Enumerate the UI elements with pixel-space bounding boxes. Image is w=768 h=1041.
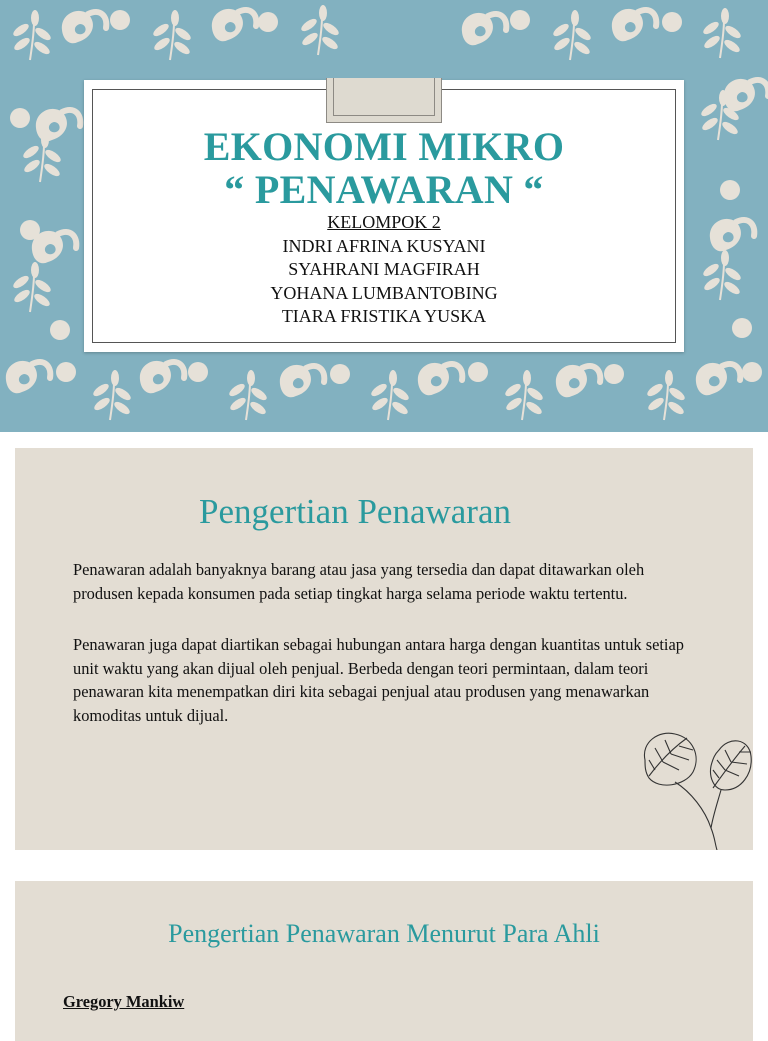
expert-name: Gregory Mankiw bbox=[63, 992, 185, 1011]
member-name: INDRI AFRINA KUSYANI bbox=[282, 235, 486, 256]
card-tab-decoration bbox=[326, 78, 442, 123]
monstera-leaf-icon bbox=[635, 730, 753, 850]
definition-slide bbox=[15, 448, 753, 850]
title-slide bbox=[0, 0, 768, 432]
title-card bbox=[84, 80, 684, 352]
presentation-title bbox=[84, 125, 684, 211]
slide-title: Pengertian Penawaran bbox=[199, 492, 511, 531]
member-name: SYAHRANI MAGFIRAH bbox=[288, 259, 480, 279]
title-line-2: “ PENAWARAN “ bbox=[224, 167, 544, 212]
member-name: YOHANA LUMBANTOBING bbox=[270, 282, 498, 303]
member-name: TIARA FRISTIKA YUSKA bbox=[281, 306, 487, 326]
group-members bbox=[84, 211, 684, 329]
title-line-1: EKONOMI MIKRO bbox=[203, 124, 565, 169]
group-label: KELOMPOK 2 bbox=[327, 212, 441, 232]
slide-title: Pengertian Penawaran Menurut Para Ahli bbox=[168, 919, 600, 948]
paragraph-1: Penawaran adalah banyaknya barang atau jasa yang tersedia dan dapat ditawarkan oleh produsen kepada konsumen pada setiap tingkat harga selama periode waktu tertentu. bbox=[73, 560, 645, 603]
experts-slide bbox=[15, 881, 753, 1041]
paragraph-2: Penawaran juga dapat diartikan sebagai hubungan antara harga dengan kuantitas untuk setiap unit waktu yang akan dijual oleh penjual. Berbeda dengan teori permintaan, dalam teori penawaran kita menempatkan diri kita sebagai penjual atau produsen yang menawarkan komoditas untuk dijual. bbox=[73, 635, 684, 725]
